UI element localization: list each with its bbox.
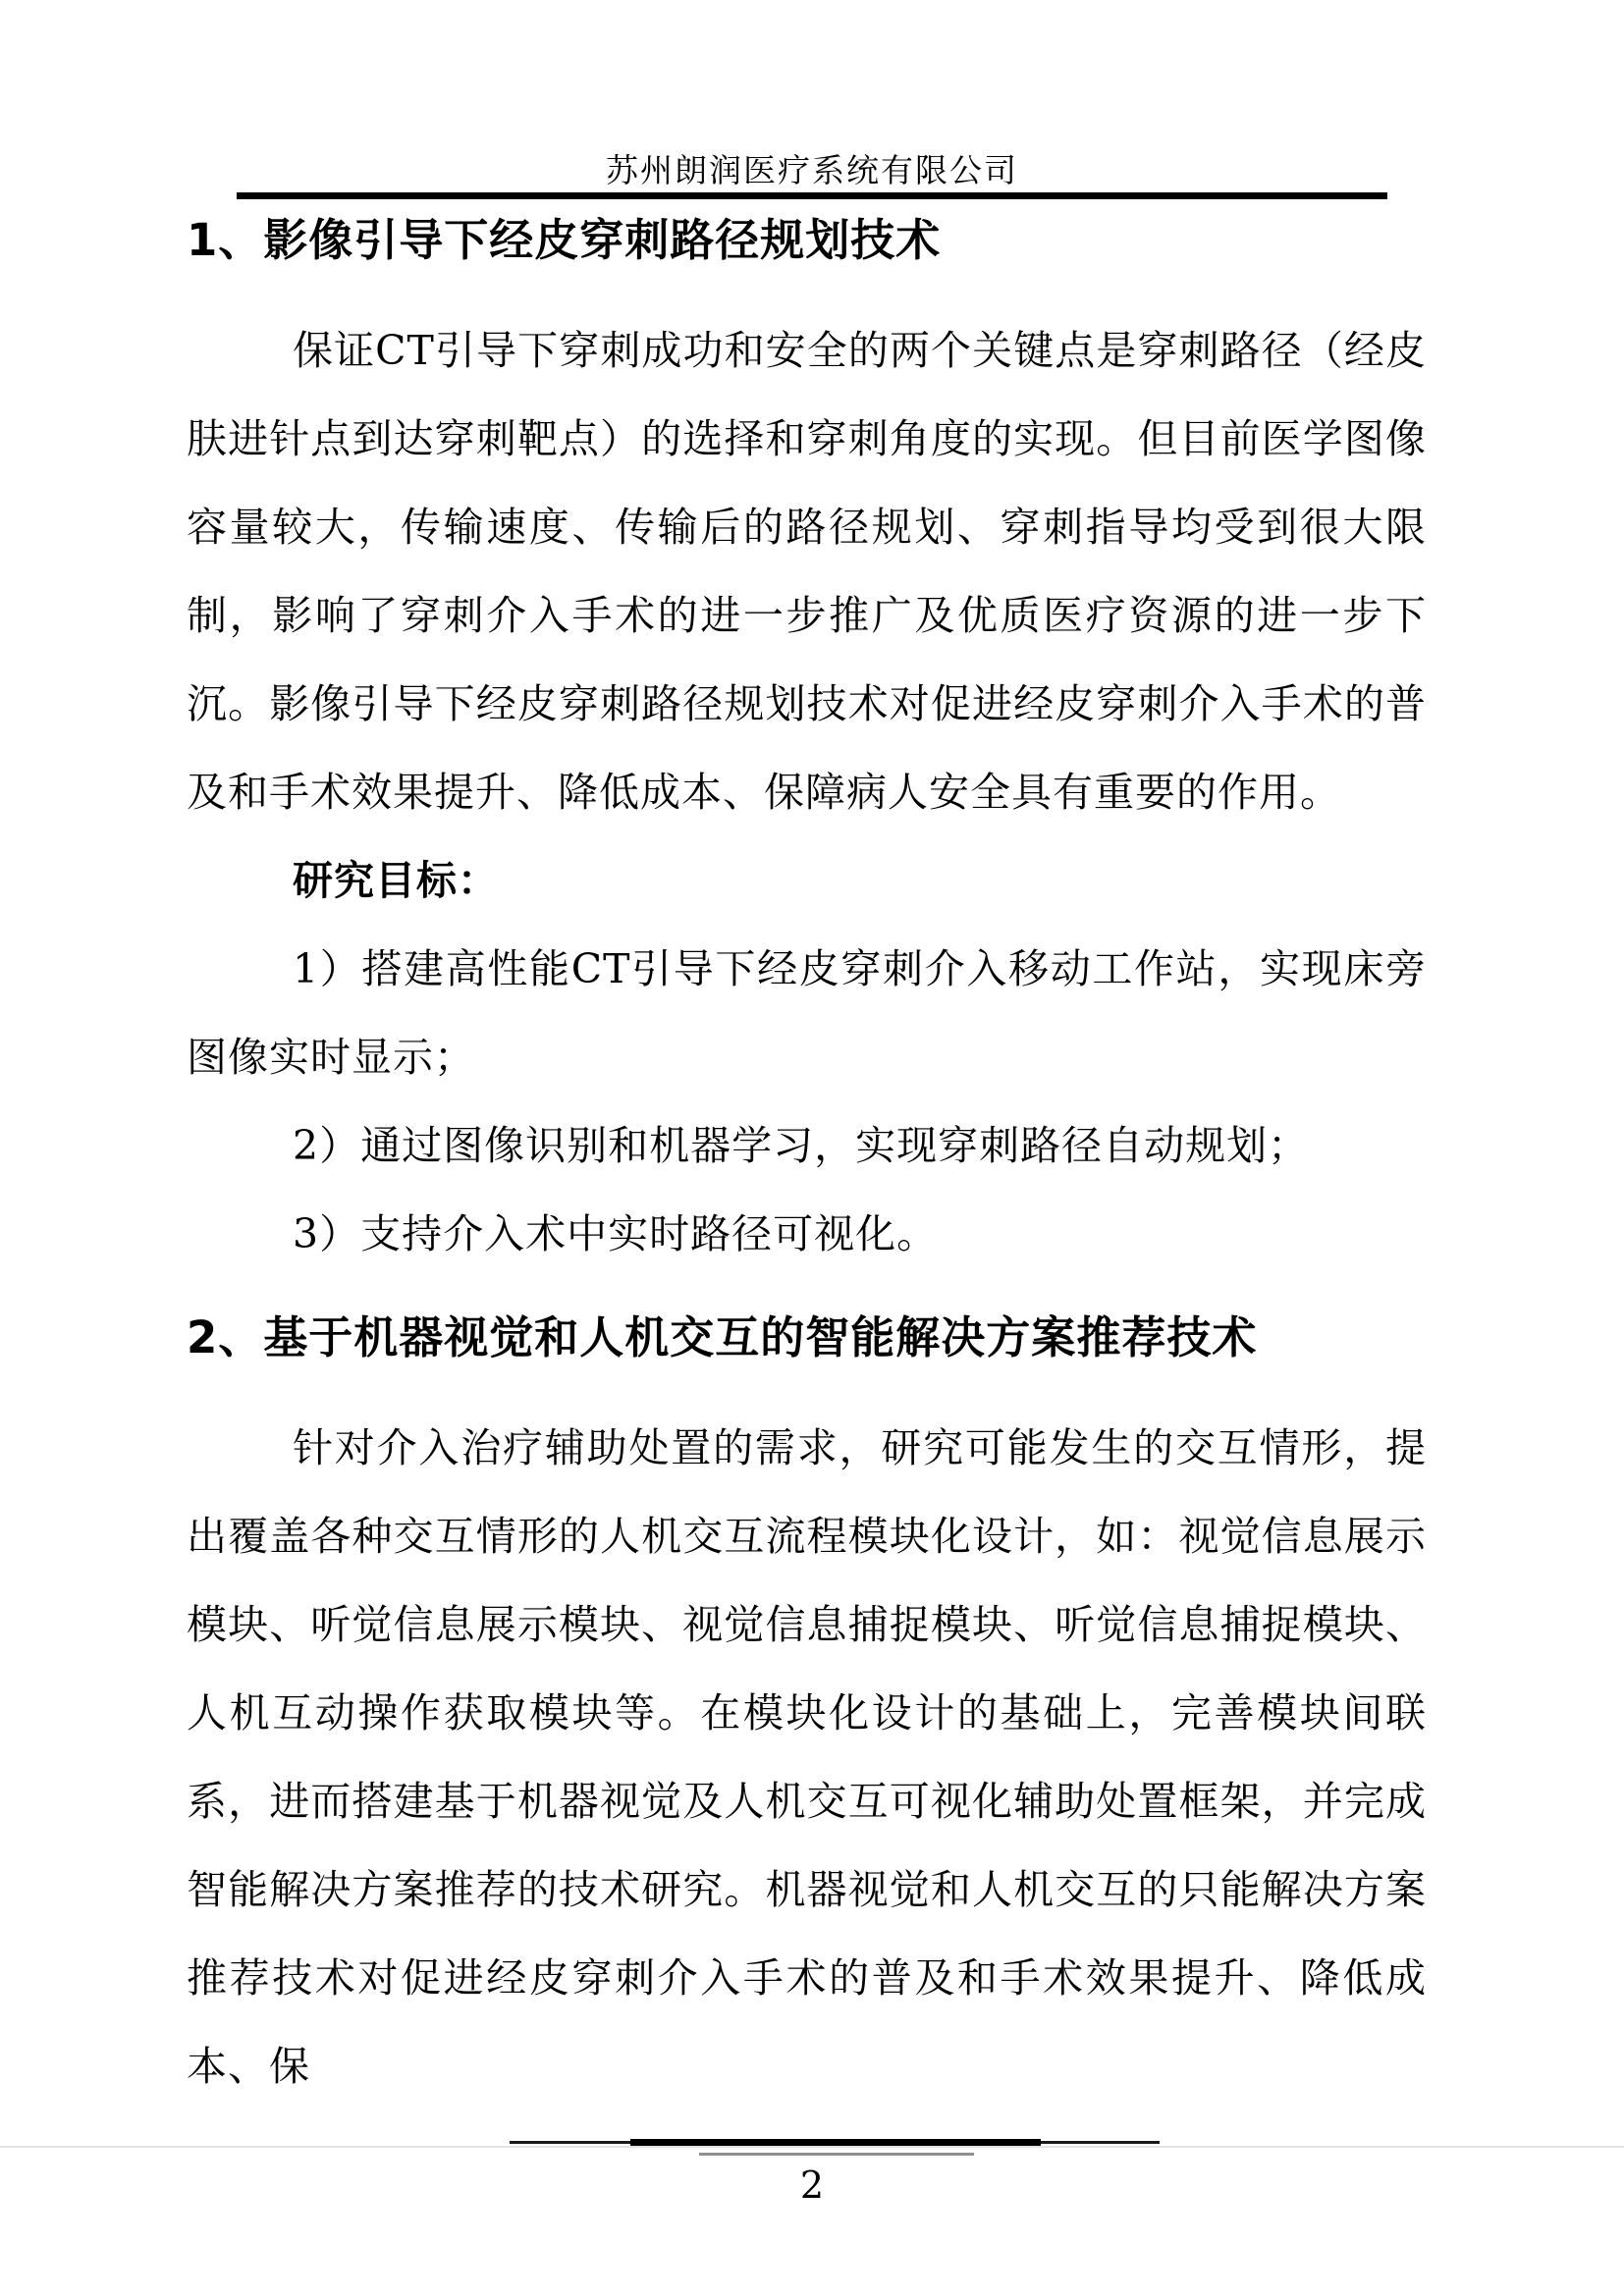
section-1-intro-paragraph: 保证CT引导下穿刺成功和安全的两个关键点是穿刺路径（经皮肤进针点到达穿刺靶点）的选择和穿刺角度的实现。但目前医学图像容量较大，传输速度、传输后的路径规划、穿刺指导均受到很大限制，影响了穿刺介入手术的进一步推广及优质医疗资源的进一步下沉。影像引导下经皮穿刺路径规划技术对促进经皮穿刺介入手术的普及和手术效果提升、降低成本、保障病人安全具有重要的作用。 (187, 327, 1427, 816)
goal-item-2: 2）通过图像识别和机器学习，实现穿刺路径自动规划； (293, 1122, 1310, 1169)
document-body (187, 212, 1427, 2110)
section-1-heading: 1、影像引导下经皮穿刺路径规划技术 (187, 214, 942, 266)
footer-divider-gray (699, 2153, 974, 2156)
header-divider (237, 192, 1387, 199)
section-2-intro-paragraph: 针对介入治疗辅助处置的需求，研究可能发生的交互情形，提出覆盖各种交互情形的人机交互流程模块化设计，如：视觉信息展示模块、听觉信息展示模块、视觉信息捕捉模块、听觉信息捕捉模块、人机互动操作获取模块等。在模块化设计的基础上，完善模块间联系，进而搭建基于机器视觉及人机交互可视化辅助处置框架，并完成智能解决方案推荐的技术研究。机器视觉和人机交互的只能解决方案推荐技术对促进经皮穿刺介入手术的普及和手术效果提升、降低成本、保 (187, 1424, 1427, 2090)
goal-item-3: 3）支持介入术中实时路径可视化。 (293, 1210, 939, 1257)
footer-faint-line (0, 2146, 1624, 2148)
research-goals-label: 研究目标： (293, 857, 499, 904)
header-company-name: 苏州朗润医疗系统有限公司 (606, 151, 1018, 189)
section-2-heading: 2、基于机器视觉和人机交互的智能解决方案推荐技术 (187, 1311, 1258, 1363)
footer-divider-thick (630, 2139, 1041, 2146)
goal-item-1: 1）搭建高性能CT引导下经皮穿刺介入移动工作站，实现床旁图像实时显示； (187, 945, 1427, 1081)
page-number: 2 (799, 2163, 825, 2207)
